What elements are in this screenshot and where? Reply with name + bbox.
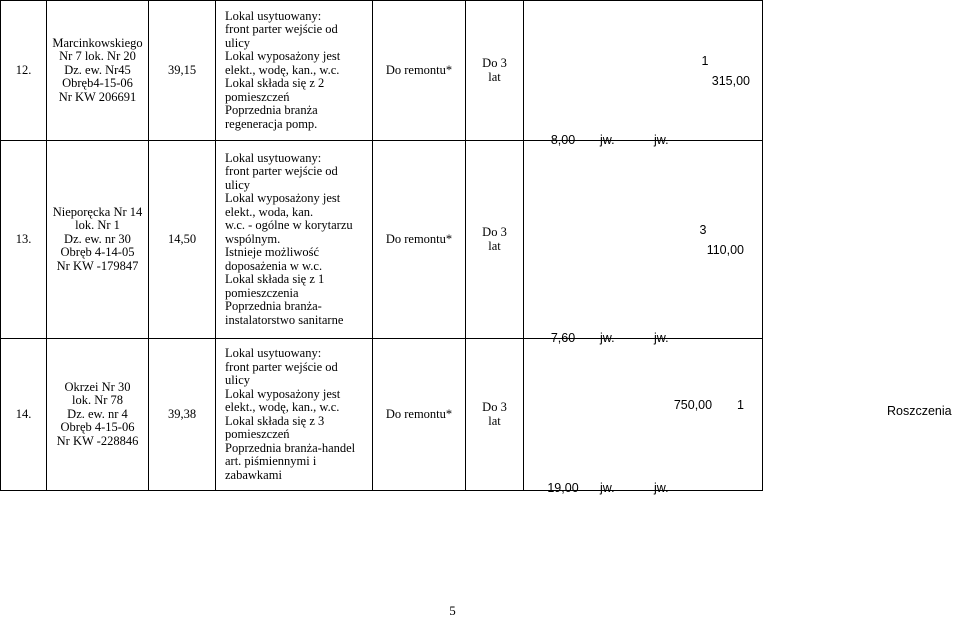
description-line: Poprzednia branża: [225, 103, 318, 118]
description-line: Poprzednia branża-handel: [225, 440, 356, 455]
description-line: wspólnym.: [225, 231, 281, 246]
description-line: pomieszczenia: [225, 285, 299, 300]
count-value: 3: [699, 223, 707, 237]
description-line: ulicy: [225, 35, 250, 50]
description-line: Lokal wyposażony jest: [225, 386, 341, 401]
period-cell: [466, 141, 524, 339]
jw-label: jw.: [654, 330, 669, 345]
area-cell: 39,15: [149, 1, 216, 141]
condition-cell: Do remontu*: [373, 339, 466, 491]
address-cell: [47, 141, 149, 339]
description-line: zabawkami: [225, 467, 282, 482]
row-number: 13.: [1, 141, 47, 339]
row-number: 12.: [1, 1, 47, 141]
address-line: Nr 7 lok. Nr 20: [59, 49, 136, 64]
description-line: Poprzednia branża-: [225, 299, 322, 314]
jw-label: jw.: [600, 480, 615, 495]
address-line: Obręb 4-15-06: [60, 420, 135, 435]
description-line: front parter wejście od: [225, 359, 338, 374]
description-line: art. piśmiennymi i: [225, 454, 317, 468]
description-cell: [216, 141, 373, 339]
rate-value: 19,00: [547, 480, 579, 495]
count-value: 1: [701, 54, 709, 68]
address-line: Nr KW 206691: [58, 89, 137, 104]
period-cell: [466, 1, 524, 141]
description-line: w.c. - ogólne w korytarzu: [225, 218, 353, 233]
address-line: lok. Nr 78: [71, 393, 124, 408]
row-number: 14.: [1, 339, 47, 491]
period-line: lat: [488, 238, 501, 253]
description-line: ulicy: [225, 177, 250, 192]
jw-label: jw.: [600, 132, 615, 147]
rate-value: 7,60: [550, 330, 576, 345]
description-line: pomieszczeń: [225, 89, 290, 104]
address-line: Marcinkowskiego: [52, 35, 143, 50]
description-line: ulicy: [225, 373, 250, 387]
description-line: Lokal wyposażony jest: [225, 49, 341, 64]
rate-value: 8,00: [550, 132, 576, 147]
period-line: lat: [488, 69, 501, 84]
description-line: elekt., wodę, kan., w.c.: [225, 400, 340, 414]
address-line: Obręb 4-14-05: [60, 245, 135, 260]
claims-note: Roszczenia: [887, 404, 952, 418]
table-row: [1, 1, 763, 141]
description-line: Lokal składa się z 2: [225, 76, 325, 91]
jw-label: jw.: [654, 132, 669, 147]
address-line: Nr KW -179847: [56, 258, 139, 273]
jw-label: jw.: [600, 330, 615, 345]
period-cell: [466, 339, 524, 491]
jw-label: jw.: [654, 480, 669, 495]
description-line: front parter wejście od: [225, 22, 338, 37]
description-line: Lokal składa się z 3: [225, 413, 325, 428]
period-line: Do 3: [482, 225, 507, 239]
condition-cell: Do remontu*: [373, 1, 466, 141]
area-cell: 39,38: [149, 339, 216, 491]
condition-cell: Do remontu*: [373, 141, 466, 339]
description-line: instalatorstwo sanitarne: [225, 312, 344, 327]
table-row: [1, 141, 763, 339]
address-line: Dz. ew. nr 30: [64, 231, 131, 246]
price-value: 110,00: [706, 242, 744, 257]
address-line: Okrzei Nr 30: [64, 379, 131, 394]
period-line: Do 3: [482, 56, 507, 70]
address-cell: [47, 1, 149, 141]
description-line: Lokal składa się z 1: [225, 272, 325, 287]
description-cell: [216, 339, 373, 491]
description-line: doposażenia w w.c.: [225, 258, 323, 273]
description-line: regeneracja pomp.: [225, 116, 318, 131]
price-value: 750,00: [673, 398, 713, 412]
description-line: elekt., wodę, kan., w.c.: [225, 62, 340, 77]
description-line: Lokal usytuowany:: [225, 150, 322, 165]
period-line: lat: [488, 413, 501, 428]
description-line: Lokal usytuowany:: [225, 346, 322, 360]
count-value: 1: [737, 398, 744, 412]
description-line: front parter wejście od: [225, 164, 338, 179]
page-number: 5: [449, 603, 456, 618]
address-line: Obręb4-15-06: [62, 76, 133, 91]
address-line: Dz. ew. Nr45: [64, 62, 131, 77]
terms-cell: [524, 141, 763, 345]
price-value: 315,00: [711, 73, 750, 88]
description-line: pomieszczeń: [225, 427, 290, 441]
description-line: elekt., woda, kan.: [225, 204, 314, 219]
terms-cell: [524, 339, 763, 495]
address-cell: [47, 339, 149, 491]
description-cell: [216, 1, 373, 141]
address-line: Nieporęcka Nr 14: [52, 204, 143, 219]
description-line: Istnieje możliwość: [225, 245, 320, 260]
description-line: Lokal wyposażony jest: [225, 191, 341, 206]
description-line: Lokal usytuowany:: [225, 8, 322, 23]
address-line: Nr KW -228846: [56, 433, 139, 448]
address-line: lok. Nr 1: [75, 218, 120, 233]
table-row: [1, 339, 763, 491]
terms-cell: [524, 1, 763, 147]
area-cell: 14,50: [149, 141, 216, 339]
period-line: Do 3: [482, 400, 507, 414]
address-line: Dz. ew. nr 4: [67, 406, 128, 421]
